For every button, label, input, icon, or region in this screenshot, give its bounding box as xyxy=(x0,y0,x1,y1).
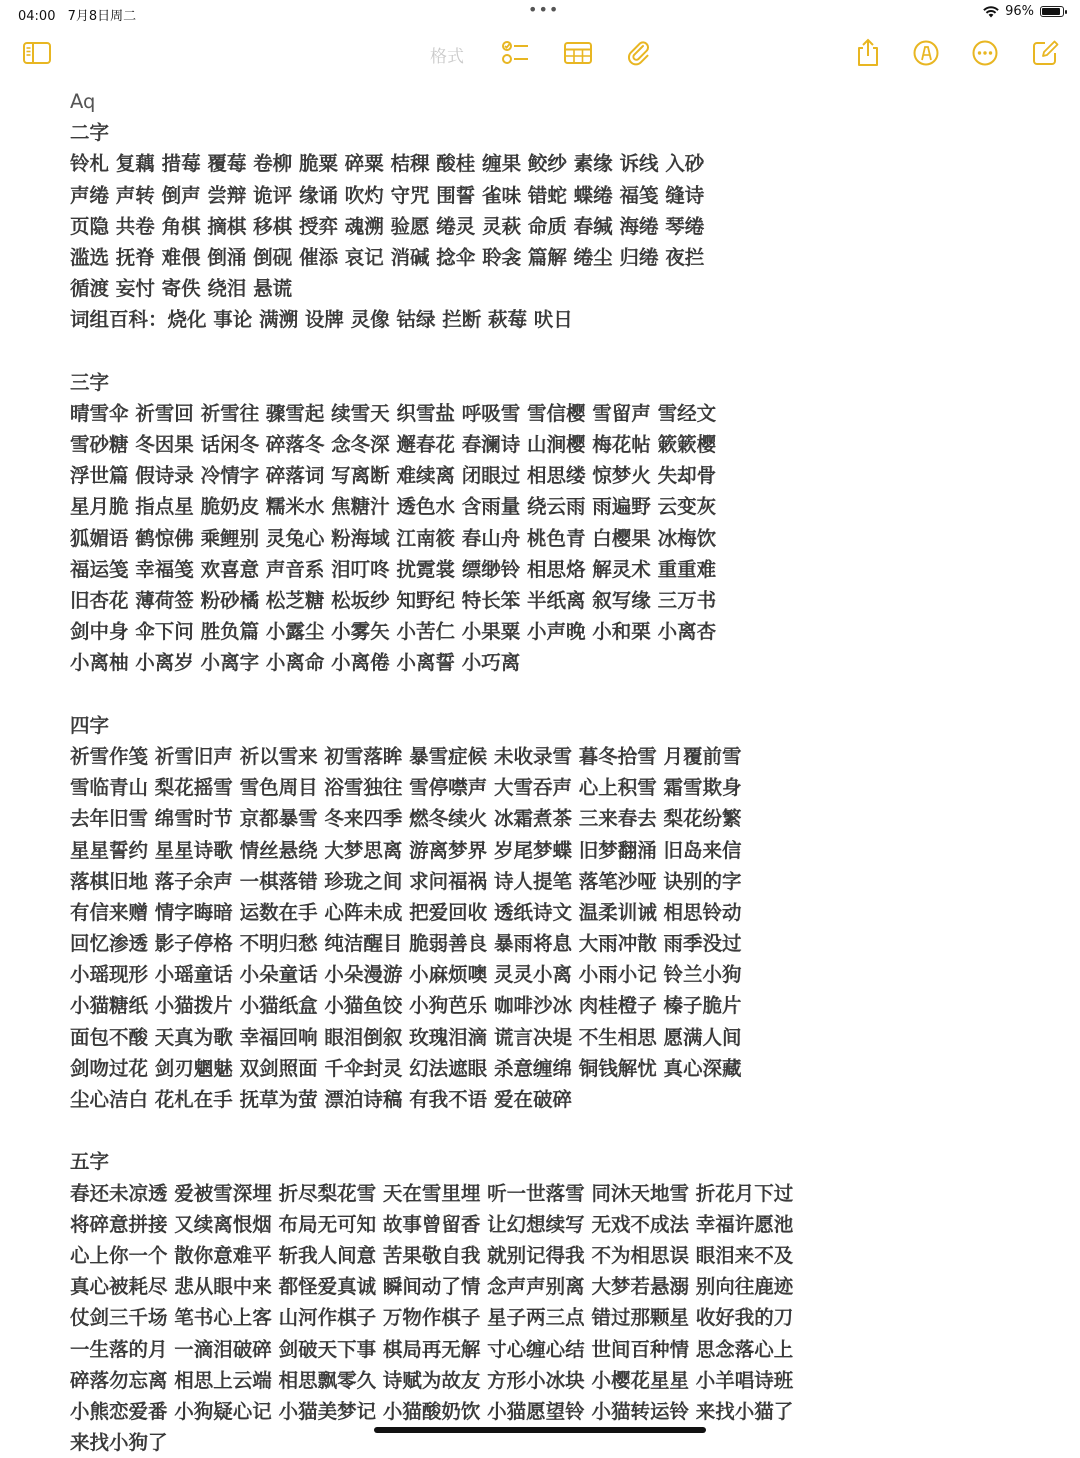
battery-fill xyxy=(1042,8,1060,15)
note-text-line[interactable]: 仗剑三千场 笔书心上客 山河作棋子 万物作棋子 星子两三点 错过那颗星 收好我的刀 xyxy=(70,1306,794,1330)
compose-icon xyxy=(1031,39,1059,67)
section-heading[interactable]: 四字 xyxy=(70,713,110,737)
attachment-button[interactable] xyxy=(624,38,654,68)
note-text-line[interactable]: 词组百科：烧化 事论 满溯 设牌 灵像 钴绿 拦断 萩莓 吠日 xyxy=(70,308,573,332)
more-icon xyxy=(971,39,999,67)
note-text-line[interactable]: 福运笺 幸福笺 欢喜意 声音系 泪叮咚 扰霓裳 缥缈铃 相思烙 解灵术 重重难 xyxy=(70,557,717,581)
note-text-line[interactable]: 浮世篇 假诗录 冷情字 碎落词 写离断 难续离 闭眼过 相思缕 惊梦火 失却骨 xyxy=(70,464,717,488)
note-text-line[interactable]: 雪临青山 梨花摇雪 雪色周目 浴雪独往 雪停噤声 大雪吞声 心上积雪 霜雪欺身 xyxy=(70,776,742,800)
markup-icon xyxy=(912,39,940,67)
multitasking-dots[interactable]: ••• xyxy=(528,0,560,19)
note-text-line[interactable]: 将碎意拼接 又续离恨烟 布局无可知 故事曾留香 让幻想续写 无戏不成法 幸福许愿池 xyxy=(70,1212,794,1236)
battery-percent: 96% xyxy=(1005,4,1034,19)
share-button[interactable] xyxy=(853,38,883,68)
more-button[interactable] xyxy=(970,38,1000,68)
note-text-line[interactable]: 旧杏花 薄荷签 粉砂橘 松芝糖 松坂纱 知野纪 特长笨 半纸离 叙写缘 三万书 xyxy=(70,589,717,612)
battery-icon xyxy=(1040,6,1064,17)
note-text-line[interactable]: 小熊恋爱番 小狗疑心记 小猫美梦记 小猫酸奶饮 小猫愿望铃 小猫转运铃 来找小猫了 xyxy=(70,1399,794,1423)
blank-line xyxy=(70,336,1030,367)
section-heading[interactable]: 三字 xyxy=(70,370,110,394)
note-text-line[interactable]: 去年旧雪 绵雪时节 京都暴雪 冬来四季 燃冬续火 冰霜煮茶 三来春去 梨花纷繁 xyxy=(70,807,742,831)
sidebar-icon xyxy=(22,41,52,65)
section-heading[interactable]: 二字 xyxy=(70,121,110,145)
note-text-line[interactable]: 来找小狗了 xyxy=(70,1431,168,1455)
note-text-line[interactable]: 真心被耗尽 悲从眼中来 都怪爱真诚 瞬间动了情 念声声别离 大梦若悬溺 别向往鹿迹 xyxy=(70,1275,794,1299)
note-text-line[interactable]: 星月脆 指点星 脆奶皮 糯米水 焦糖汁 透色水 含雨量 绕云雨 雨遍野 云变灰 xyxy=(70,495,717,519)
notes-toolbar xyxy=(0,32,1080,74)
note-text-line[interactable]: 雪砂糖 冬因果 话闲冬 碎落冬 念冬深 邂春花 春澜诗 山涧樱 梅花帖 簌簌樱 xyxy=(70,433,717,457)
note-text-line[interactable]: 小瑶现形 小瑶童话 小朵童话 小朵漫游 小麻烦噢 灵灵小离 小雨小记 铃兰小狗 xyxy=(70,963,742,987)
wifi-icon xyxy=(983,6,999,18)
note-text-line[interactable]: 小猫糖纸 小猫拨片 小猫纸盒 小猫鱼饺 小狗芭乐 咖啡沙冰 肉桂橙子 榛子脆片 xyxy=(70,994,742,1018)
note-text-line[interactable]: 剑吻过花 剑刃魍魅 双剑照面 千伞封灵 幻法遮眼 杀意缠绵 铜钱解忧 真心深藏 xyxy=(70,1056,742,1080)
note-text-line[interactable]: 页隐 共卷 角棋 摘棋 移棋 授弈 魂溯 验愿 绻灵 灵萩 命质 春缄 海绻 琴绻 xyxy=(70,214,705,238)
note-text-line[interactable]: 剑中身 伞下问 胜负篇 小露尘 小雾矢 小苦仁 小果粟 小声晚 小和栗 小离杏 xyxy=(70,620,717,644)
note-text-line[interactable]: 小离柚 小离岁 小离字 小离命 小离倦 小离誓 小巧离 xyxy=(70,651,521,675)
note-text-line[interactable]: 心上你一个 散你意难平 斩我人间意 苦果敬自我 就别记得我 不为相思误 眼泪来不及 xyxy=(70,1243,794,1267)
markup-button[interactable] xyxy=(911,38,941,68)
note-text-line[interactable]: 星星誓约 星星诗歌 情丝悬绕 大梦思离 游离梦界 岁尾梦蝶 旧梦翻涌 旧岛来信 xyxy=(70,838,742,862)
section-heading[interactable]: 五字 xyxy=(70,1150,110,1174)
format-button[interactable]: 格式 xyxy=(430,47,464,67)
note-title[interactable]: Aq xyxy=(70,90,96,113)
note-text-line[interactable]: 有信来赠 情字晦暗 运数在手 心阵未成 把爱回收 透纸诗文 温柔训诫 相思铃动 xyxy=(70,900,742,924)
note-text-line[interactable]: 面包不酸 天真为歌 幸福回响 眼泪倒叙 玫瑰泪滴 谎言决堤 不生相思 愿满人间 xyxy=(70,1025,742,1049)
compose-button[interactable] xyxy=(1030,38,1060,68)
home-indicator[interactable] xyxy=(374,1427,706,1433)
blank-line xyxy=(70,679,1030,710)
share-icon xyxy=(855,38,881,68)
checklist-button[interactable] xyxy=(500,38,530,68)
note-text-line[interactable]: 声绻 声转 倒声 尝辩 诡评 缘诵 吹灼 守咒 围誓 雀味 错蛇 蝶绻 福笺 缝诗 xyxy=(70,183,705,207)
note-text-line[interactable]: 春还未凉透 爱被雪深埋 折尽梨花雪 天在雪里埋 听一世落雪 同沐天地雪 折花月下过 xyxy=(70,1181,794,1205)
note-text-line[interactable]: 回忆渗透 影子停格 不明归愁 纯洁醒目 脆弱善良 暴雨将息 大雨冲散 雨季没过 xyxy=(70,932,742,956)
note-text-line[interactable]: 铃札 复藕 措莓 覆莓 卷柳 脆粟 碎粟 桔稞 酸桂 缠果 鲛纱 素缘 诉线 入砂 xyxy=(70,152,705,176)
note-text-line[interactable]: 落棋旧地 落子余声 一棋落错 珍珑之间 求问福祸 诗人提笔 落笔沙哑 诀别的字 xyxy=(70,869,742,893)
note-text-line[interactable]: 碎落勿忘离 相思上云端 相思飘零久 诗赋为故友 方形小冰块 小樱花星星 小羊唱诗班 xyxy=(70,1368,794,1392)
checklist-icon xyxy=(501,40,529,66)
note-text-line[interactable]: 一生落的月 一滴泪破碎 剑破天下事 棋局再无解 寸心缠心结 世间百种情 思念落心上 xyxy=(70,1337,794,1361)
attachment-icon xyxy=(626,40,652,66)
note-body[interactable] xyxy=(70,86,1030,1458)
note-text-line[interactable]: 狐媚语 鹤惊佛 乘鲤别 灵兔心 粉海域 江南筱 春山舟 桃色青 白樱果 冰梅饮 xyxy=(70,526,717,550)
note-text-line[interactable]: 循渡 妄忖 寄佚 绕泪 悬谎 xyxy=(70,277,293,301)
table-button[interactable] xyxy=(563,38,593,68)
status-bar xyxy=(0,0,1080,26)
blank-line xyxy=(70,1115,1030,1146)
note-text-line[interactable]: 晴雪伞 祈雪回 祈雪往 骤雪起 续雪天 织雪盐 呼吸雪 雪信樱 雪留声 雪经文 xyxy=(70,401,717,425)
status-date: 7月8日周二 xyxy=(67,9,137,24)
note-text-line[interactable]: 祈雪作笺 祈雪旧声 祈以雪来 初雪落眸 暴雪症候 未收录雪 暮冬拾雪 月覆前雪 xyxy=(70,744,742,768)
note-text-line[interactable]: 滥选 抚脊 难偎 倒涌 倒砚 催添 哀记 消碱 捻伞 聆衾 篇解 绻尘 归绻 夜拦 xyxy=(70,245,705,269)
table-icon xyxy=(563,41,593,65)
status-time: 04:00 xyxy=(18,9,56,24)
note-text-line[interactable]: 尘心洁白 花札在手 抚草为萤 漂泊诗稿 有我不语 爱在破碎 xyxy=(70,1088,572,1111)
sidebar-toggle-button[interactable] xyxy=(22,38,52,68)
